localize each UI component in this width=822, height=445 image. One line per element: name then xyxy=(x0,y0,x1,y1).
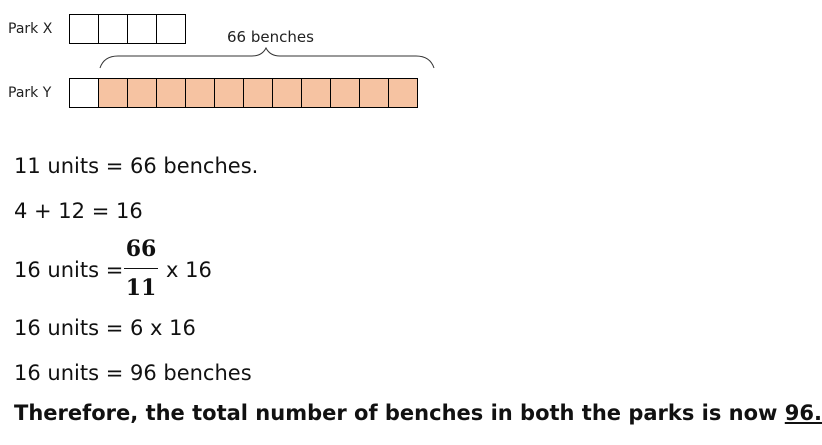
park-x-unit xyxy=(69,14,99,44)
curly-brace xyxy=(98,46,438,70)
park-y-unit-shaded xyxy=(243,78,273,108)
conclusion-text: Therefore, the total number of benches in both the parks is now xyxy=(14,401,778,425)
park-x-bar xyxy=(69,14,185,44)
park-x-label: Park X xyxy=(8,21,53,37)
park-y-unit-shaded xyxy=(127,78,157,108)
park-y-unit-white xyxy=(69,78,99,108)
park-x-unit xyxy=(127,14,157,44)
step-1: 11 units = 66 benches. xyxy=(14,154,259,178)
fraction-denominator: 11 xyxy=(125,275,157,301)
park-y-unit-shaded xyxy=(301,78,331,108)
park-y-unit-shaded xyxy=(388,78,418,108)
park-y-unit-shaded xyxy=(330,78,360,108)
park-y-unit-shaded xyxy=(359,78,389,108)
brace-label: 66 benches xyxy=(227,28,314,46)
conclusion-answer: 96. xyxy=(784,401,822,425)
park-y-unit-shaded xyxy=(98,78,128,108)
park-y-unit-shaded xyxy=(185,78,215,108)
fraction-numerator: 66 xyxy=(125,236,157,262)
park-x-unit xyxy=(156,14,186,44)
step-4: 16 units = 6 x 16 xyxy=(14,316,196,340)
step-3-prefix: 16 units = xyxy=(14,258,124,282)
park-y-unit-shaded xyxy=(156,78,186,108)
park-y-unit-shaded xyxy=(272,78,302,108)
park-y-label: Park Y xyxy=(8,85,52,101)
step-2: 4 + 12 = 16 xyxy=(14,199,143,223)
fraction-bar xyxy=(124,268,158,269)
park-x-unit xyxy=(98,14,128,44)
conclusion xyxy=(14,401,822,425)
park-y-unit-shaded xyxy=(214,78,244,108)
step-5: 16 units = 96 benches xyxy=(14,361,252,385)
step-3-suffix: x 16 xyxy=(166,258,212,282)
park-y-bar xyxy=(69,78,417,108)
